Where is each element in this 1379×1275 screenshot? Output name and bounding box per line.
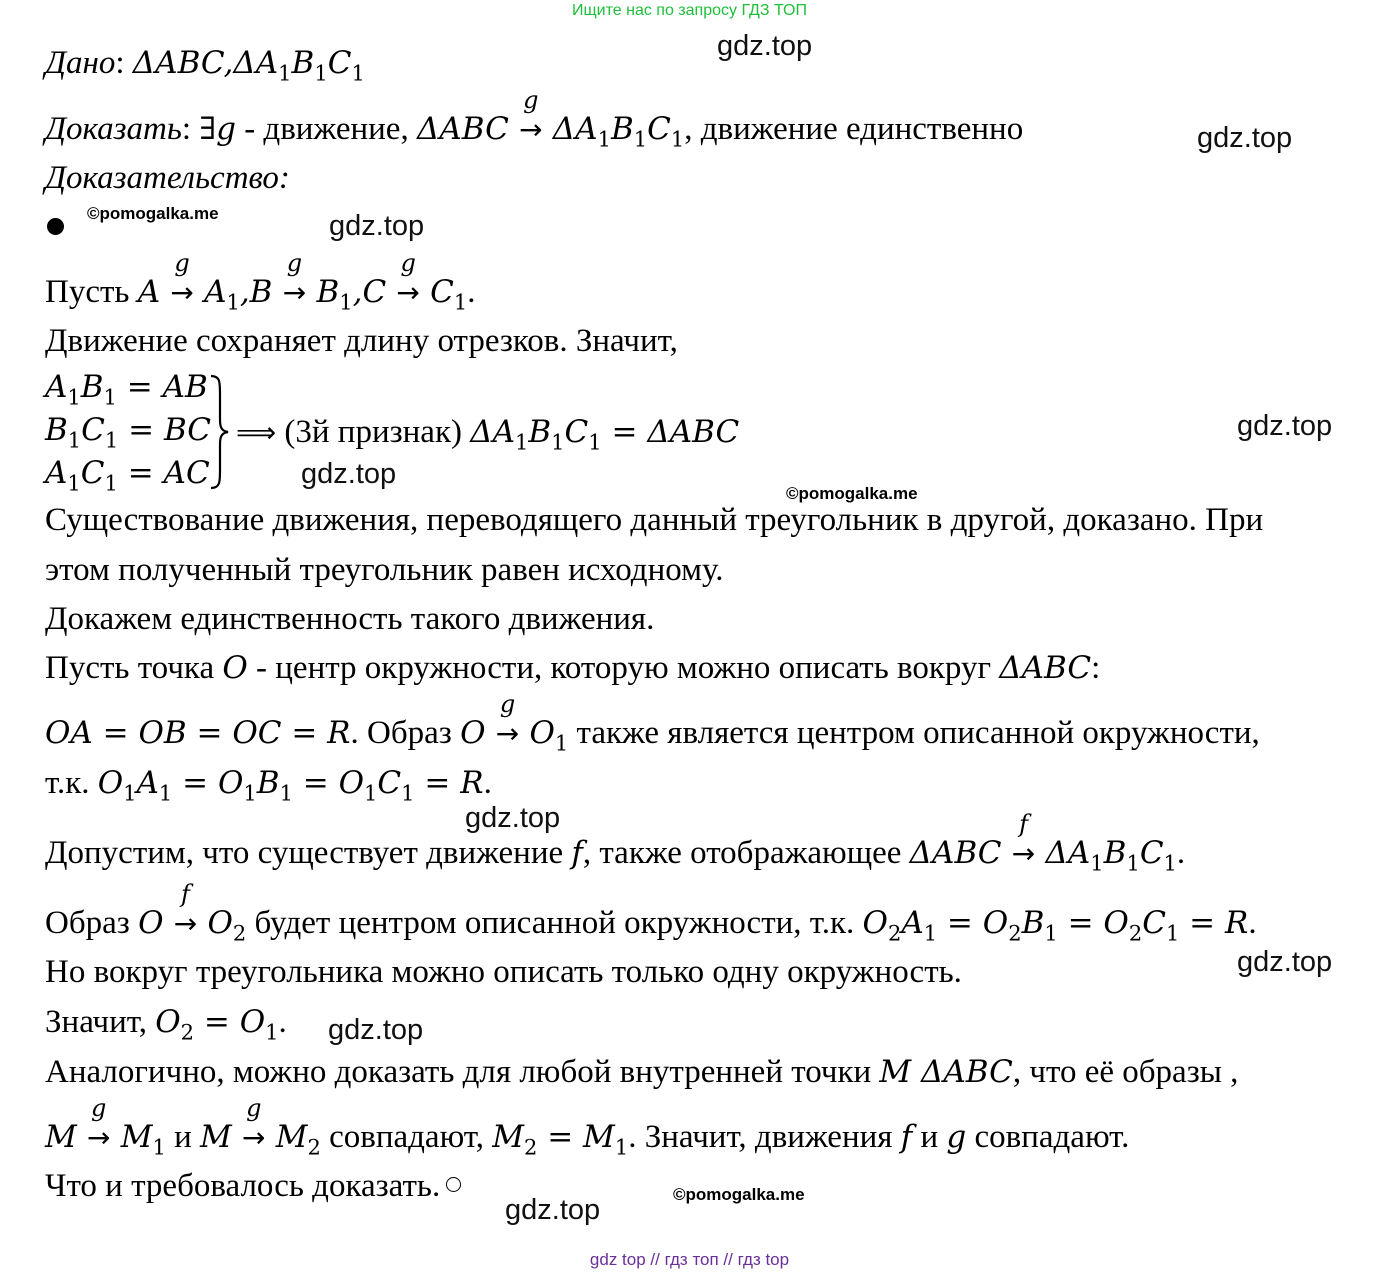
eq-a1b1: $A_1B_1$ = AB [45,369,208,410]
and-text: и [912,1119,947,1155]
arrow-f-icon: → f [173,880,198,940]
and-text: и [165,1119,201,1155]
image-word: . Образ [350,715,461,751]
existence-line-2: этом полученный треугольник равен исходному. [45,552,724,588]
eq-b1c1: $B_1C_1$ = BC [45,412,212,453]
arrow-g-icon: → g [519,86,543,146]
image2-line: Образ O → f $O_2$ будет центром описанной окружности, т.к. $O_2A_1 = O_2B_1 = O_2C_1 = R$. [45,880,1257,946]
coincide2-text: совпадают. [966,1119,1130,1155]
watermark-gdz: gdz.top [1237,410,1333,442]
will-be-center-text: будет центром описанной окружности, т.к. [246,905,863,941]
prove-text-2: , движение единственно [684,111,1024,147]
watermark-pomogalka: ©pomogalka.me [786,484,918,503]
image2-text: Образ [45,905,139,941]
qed-line [45,1167,461,1205]
point-o-tail: - центр окружности, которую можно описать вокруг [247,650,1000,686]
motion-preserves-line: Движение сохраняет длину отрезков. Значит, [45,323,678,359]
arrow-g-icon: → g [170,249,194,309]
watermark-gdz: gdz.top [717,30,813,62]
existence-line-1: Существование движения, переводящего данный треугольник в другой, доказано. При [45,502,1264,538]
tk-line: т.к. $O_1A_1 = O_1B_1 = O_1C_1 = R$. [45,765,492,806]
coincide-text: совпадают, [320,1119,493,1155]
point-o-text: Пусть точка [45,650,223,686]
bullet-icon [47,218,64,235]
also-center-text: также является центром описанной окружности, [568,715,1260,751]
so-text: Значит, [45,1004,156,1040]
let-line: Пусть A → g $A_1,B$ → g $B_1,C$ → g $C_1$. [45,249,476,315]
watermark-pomogalka: ©pomogalka.me [87,204,219,223]
given-line: Дано: $\Delta ABC,\Delta A_1B_1C_1$ [45,45,365,86]
footer-links[interactable]: gdz top // гдз топ // гдз top [589,1250,790,1269]
arrow-g-icon: → g [242,1094,266,1154]
suppose-text: Допустим, что существует движение [45,835,572,871]
so-motions-text: . Значит, движения [628,1119,901,1155]
oa-line: OA = OB = OC = R. Образ O → g $O_1$ также является центром описанной окружности, [45,690,1260,756]
watermark-gdz: gdz.top [1237,946,1333,978]
proof-heading: Доказательство: [45,160,290,196]
arrow-g-icon: → g [396,249,420,309]
watermark-pomogalka: ©pomogalka.me [673,1185,805,1204]
similarly-text: Аналогично, можно доказать для любой внутренней точки [45,1054,880,1090]
similarly-tail: , что её образы , [1012,1054,1239,1090]
tk-text: т.к. [45,765,98,801]
let-text: Пусть [45,274,138,310]
arrow-f-icon: → f [1011,810,1036,870]
given-heading: Дано [45,45,116,81]
watermark-gdz: gdz.top [1197,122,1293,154]
top-banner[interactable]: Ищите нас по запросу ГДЗ ТОП [572,2,807,19]
third-sign-line: ⟹ (3й признак) $\Delta A_1B_1C_1 = \Delta ABC$ [236,414,740,455]
prove-text: - движение, [235,111,417,147]
arrow-g-icon: → g [495,690,520,750]
point-o-line: Пусть точка O - центр окружности, которую можно описать вокруг ΔABC: [45,650,1101,686]
arrow-g-icon: → g [282,249,307,309]
watermark-gdz: gdz.top [465,802,561,834]
watermark-gdz: gdz.top [329,210,425,242]
prove-heading: Доказать [45,111,182,147]
eq-a1c1: $A_1C_1$ = AC [45,455,210,496]
qed-circle-icon [446,1177,461,1192]
prove-line: Доказать: ∃g - движение, ΔABC → g $\Delta A_1B_1C_1$, движение единственно [45,86,1024,152]
uniqueness-line: Докажем единственность такого движения. [45,601,655,637]
suppose-tail: , также отображающее [582,835,910,871]
similarly-line: Аналогично, можно доказать для любой внутренней точки M ΔABC, что её образы , [45,1054,1239,1090]
right-brace-icon [208,374,230,490]
m-line: M → g $M_1$ и M → g $M_2$ совпадают, $M_2 = M_1$. Значит, движения f и g совпадают. [45,1094,1130,1160]
third-sign-text: (3й признак) [276,414,471,450]
arrow-g-icon: → g [87,1094,111,1154]
only-one-line: Но вокруг треугольника можно описать только одну окружность. [45,954,962,990]
watermark-gdz: gdz.top [301,458,397,490]
watermark-gdz: gdz.top [328,1014,424,1046]
so-line: Значит, $O_2 = O_1$. [45,1004,287,1045]
qed-text: Что и требовалось доказать. [45,1168,441,1204]
proof-heading-line [45,159,290,197]
suppose-line: Допустим, что существует движение f, также отображающее ΔABC → f $\Delta A_1B_1C_1$. [45,810,1186,876]
watermark-gdz: gdz.top [505,1194,601,1226]
